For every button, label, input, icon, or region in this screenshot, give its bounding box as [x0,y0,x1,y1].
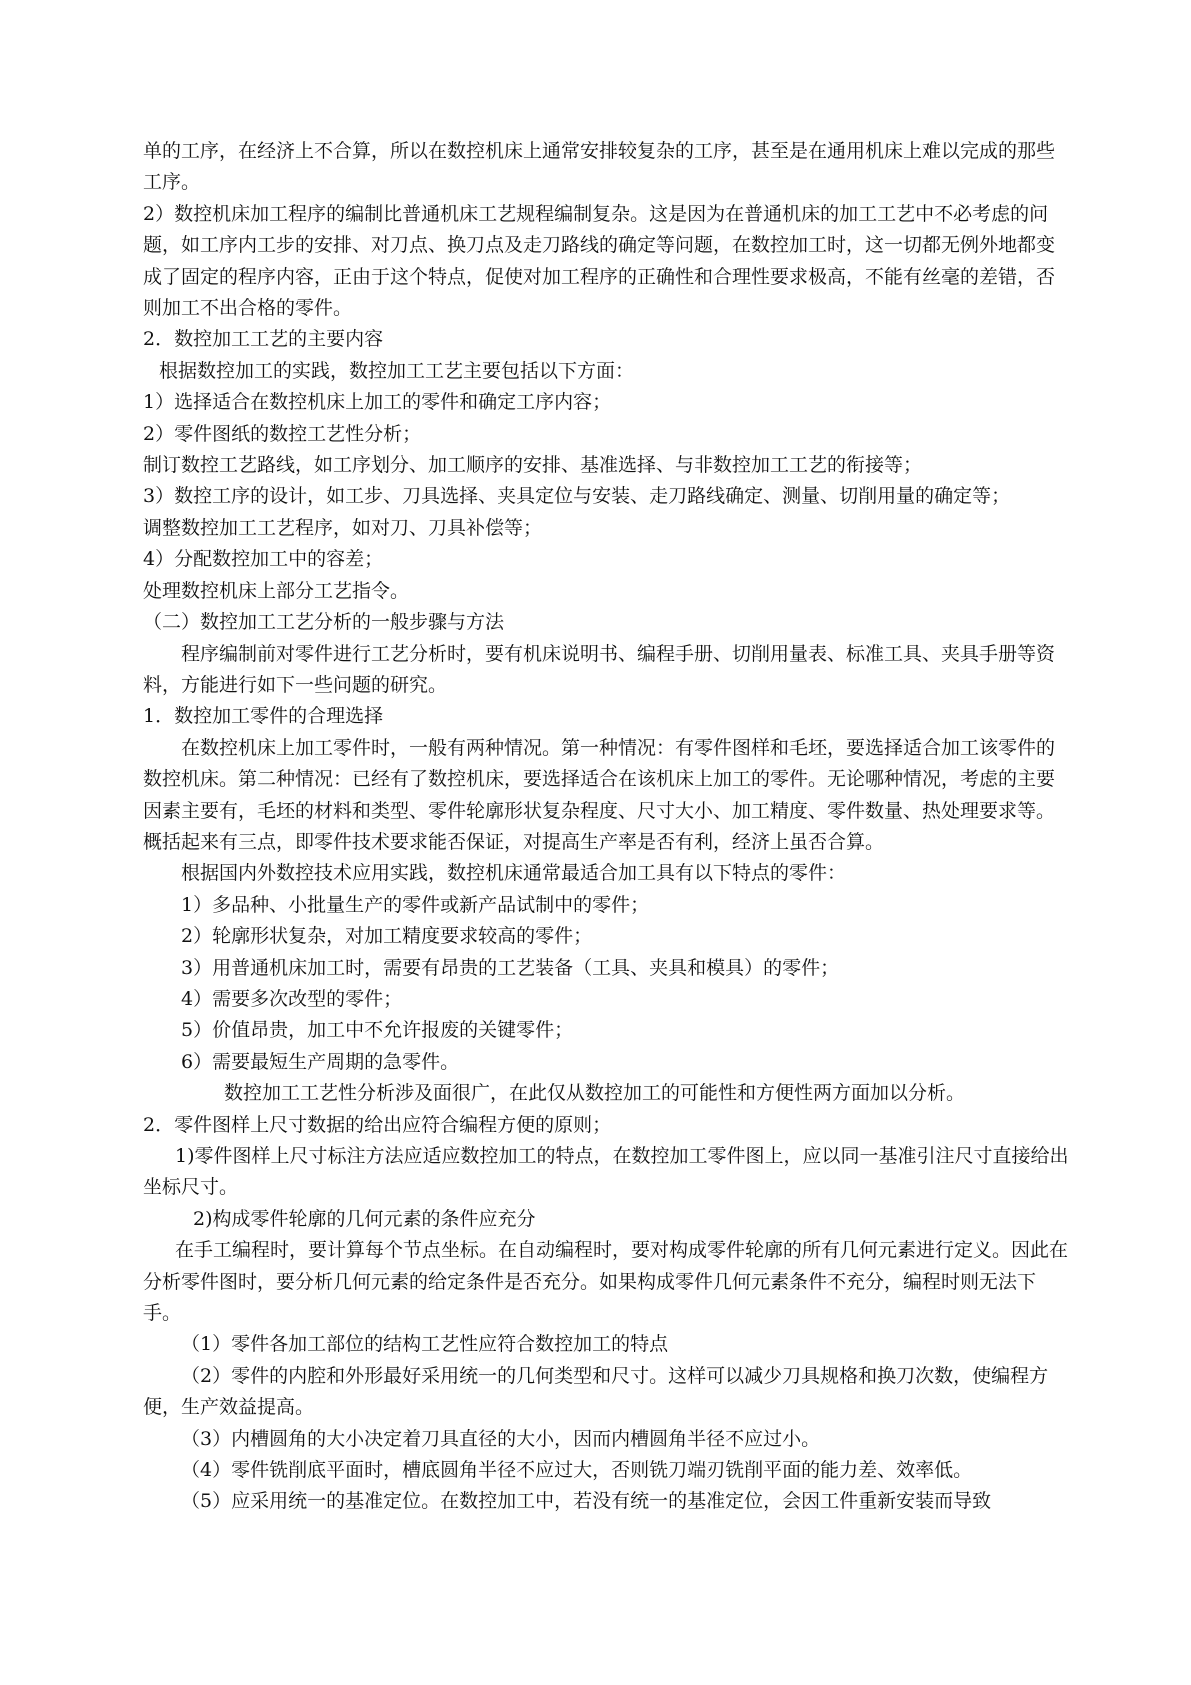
paragraph: 2）数控机床加工程序的编制比普通机床工艺规程编制复杂。这是因为在普通机床的加工工艺中不必考虑的问题，如工序内工步的安排、对刀点、换刀点及走刀路线的确定等问题，在数控加工时，这一切都无例外地都变成了固定的程序内容，正由于这个特点，促使对加工程序的正确性和合理性要求极高，不能有丝毫的差错，否则加工不出合格的零件。 [143,202,1056,320]
list-item: 1）多品种、小批量生产的零件或新产品试制中的零件； [181,893,650,916]
paragraph: 1)零件图样上尺寸标注方法应适应数控加工的特点，在数控加工零件图上，应以同一基准引注尺寸直接给出坐标尺寸。 [143,1145,1069,1199]
subsection-heading: 2)构成零件轮廓的几何元素的条件应充分 [193,1207,536,1230]
list-item: （3）内槽圆角的大小决定着刀具直径的大小，因而内槽圆角半径不应过小。 [181,1427,821,1450]
list-item: 调整数控加工工艺程序，如对刀、刀具补偿等； [143,516,543,539]
list-item: 1）选择适合在数控机床上加工的零件和确定工序内容； [143,391,612,414]
paragraph: 根据数控加工的实践，数控加工工艺主要包括以下方面： [159,359,635,382]
paragraph: 单的工序，在经济上不合算，所以在数控机床上通常安排较复杂的工序，甚至是在通用机床上难以完成的那些工序。 [143,140,1056,194]
list-item: 4）需要多次改型的零件； [181,987,403,1010]
list-item: 5）价值昂贵，加工中不允许报废的关键零件； [181,1019,574,1042]
list-item: （2）零件的内腔和外形最好采用统一的几何类型和尺寸。这样可以减少刀具规格和换刀次数，使编程方便，生产效益提高。 [143,1364,1049,1419]
paragraph: 数控加工工艺性分析涉及面很广，在此仅从数控加工的可能性和方便性两方面加以分析。 [224,1082,966,1105]
list-item: 3）用普通机床加工时，需要有昂贵的工艺装备（工具、夹具和模具）的零件； [181,956,840,979]
paragraph: 程序编制前对零件进行工艺分析时，要有机床说明书、编程手册、切削用量表、标准工具、夹具手册等资料，方能进行如下一些问题的研究。 [143,642,1056,696]
list-item: 处理数控机床上部分工艺指令。 [143,579,410,602]
list-item: 制订数控工艺路线，如工序划分、加工顺序的安排、基准选择、与非数控加工工艺的衔接等； [143,454,923,477]
list-item: （1）零件各加工部位的结构工艺性应符合数控加工的特点 [181,1333,669,1356]
document-body [143,136,1073,1518]
list-item: 6）需要最短生产周期的急零件。 [181,1050,460,1073]
list-item: （5）应采用统一的基准定位。在数控加工中，若没有统一的基准定位，会因工件重新安装而导致 [181,1490,992,1513]
list-item: （4）零件铣削底平面时，槽底圆角半径不应过大，否则铣刀端刃铣削平面的能力差、效率低。 [181,1459,973,1482]
list-item: 2）轮廓形状复杂，对加工精度要求较高的零件； [181,925,593,948]
section-heading: 2．数控加工工艺的主要内容 [143,328,384,351]
list-item: 3）数控工序的设计，如工步、刀具选择、夹具定位与安装、走刀路线确定、测量、切削用量的确定等； [143,485,1011,508]
section-heading: 1．数控加工零件的合理选择 [143,705,384,728]
section-heading: （二）数控加工工艺分析的一般步骤与方法 [143,611,505,634]
list-item: 2）零件图纸的数控工艺性分析； [143,422,422,445]
section-heading: 2．零件图样上尺寸数据的给出应符合编程方便的原则； [143,1113,612,1136]
paragraph: 在数控机床上加工零件时，一般有两种情况。第一种情况：有零件图样和毛坯，要选择适合加工该零件的数控机床。第二种情况：已经有了数控机床，要选择适合在该机床上加工的零件。无论哪种情况，考虑的主要因素主要有，毛坯的材料和类型、零件轮廓形状复杂程度、尺寸大小、加工精度、零件数量、热处理要求等。概括起来有三点，即零件技术要求能否保证，对提高生产率是否有利，经济上虽否合算。 [143,736,1056,853]
list-item: 4）分配数控加工中的容差； [143,548,384,571]
paragraph: 在手工编程时，要计算每个节点坐标。在自动编程时，要对构成零件轮廓的所有几何元素进行定义。因此在分析零件图时，要分析几何元素的给定条件是否充分。如果构成零件几何元素条件不充分，编程时则无法下手。 [143,1239,1069,1325]
paragraph: 根据国内外数控技术应用实践，数控机床通常最适合加工具有以下特点的零件： [181,862,847,885]
